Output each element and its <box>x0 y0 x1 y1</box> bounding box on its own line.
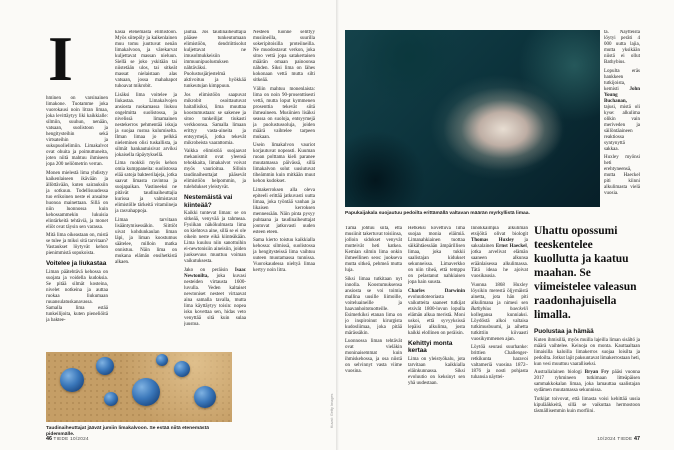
body-paragraph: Kaikki tuntevat liman: se on sitkeää, venyvää ja tahmeaa. Fysiikan näkökulmasta lima on kiehtova aine, sillä se ei ole oikein neste eikä kiinteäkään. Lima kuuluu niin sanottuihin ei-newtonisiin aineisiin, joiden juoksevuus muuttuu voiman vaikutuksesta. <box>184 211 246 264</box>
species-name-bathybius: Bathybius haeckelii <box>471 306 528 312</box>
parrotfish-photo <box>345 30 600 207</box>
body-paragraph: Limakerroksen alla oleva epiteeli erittää jatkuvasti uutta limaa, joka työntää vanhan ja likaisen kerroksen mennessään. Näin pinta pysyy puhtaana ja taudinaiheuttajat joutuvat jatkuvasti uuden esteen eteen. <box>253 187 315 235</box>
person-name-darwin: Charles Darwinin <box>408 288 465 294</box>
body-paragraph: jautua. Jos taudinaiheuttajia pääsee tunkeutumaan elimistöön, dendriittisolut kuljettavat ne imusolmukkeisiin immuunipuolustuksen nähtäväksi. Puolustusjärjestelmä aktivoituu ja hyökkää tunkeutujan kimppuun. <box>184 30 246 89</box>
body-paragraph: Nesteen luonne selittyy musiineilla, suurilla sokeripitoisilla proteiineilla. Ne muodostavat verkon, joka sitoo vettä jopa satakertaisen määrän omaan painoonsa nähden. Siksi lima on lähes kokonaan vettä mutta silti sitkeää. <box>253 30 315 83</box>
text-run: Lopulta eräs hankkeen tutkijoista, kemisti <box>604 68 640 92</box>
body-paragraph: hminen on varsinainen limakone. Tuotamme joka vuorokausi noin litran limaa, joka levittäytyy liki kaikkialle: silmiin, suuhun, nenään, vatsaan, suolistoon ja hengitysteihin sekä virtsateihin ja sukupuolielimiin. Limakalvot ovat ohuita ja poimuttuneita, joten niitä mahtuu ihmiseen jopa 200 neliömetrin verran. <box>46 96 108 167</box>
footer-right-label: 10/2024 TIEDE <box>597 436 633 441</box>
body-paragraph: Tämä johtuu siitä, että musiinit takertuvat toisiinsa, jolloin sidokset venyvät mutteivät heti katkea. Kemian silmin lima onkin ihmeellinen seos: juokseva mutta sitkeä, pehmeä mutta luja. <box>345 226 402 273</box>
body-paragraph <box>471 283 528 343</box>
right-photo-caption: Papukaijakala suojautuu pedoilta erittämällä valtavan määrän myrkyllistä limaa. <box>345 211 530 216</box>
pathogen-ball <box>96 357 114 375</box>
person-name-fry: Bryan Fry <box>584 370 609 375</box>
pathogen-ball <box>194 386 216 408</box>
text-run: tajusi, mistä oli kyse: alkulima olikin vain meriveden ja säilöntäaineen reaktiossa syntynyttä sakkaa. <box>604 104 640 152</box>
page-fold-divider <box>336 0 339 450</box>
body-paragraph <box>471 226 528 280</box>
text-run: evoluutioteoriasta vaikutteita saaneet tutkijat etsivät 1800-luvun lopulla elämän alkua meristä. Moni uskoi, että syvyyksissä lepäisi alkulima, josta kaikki elollinen on peräisin. <box>408 294 465 336</box>
body-paragraph: Vaikka elimistöä suojaavat mekanismit ovat yleensä tehokkaita, limakalvot voivat myös vaurioitua. Silloin taudinaiheuttajat pääsevät elimistöön helpommin, ja tulehdukset yleistyvät. <box>184 149 246 190</box>
right-column-1 <box>345 226 402 424</box>
section-heading-voitelee: Voitelee ja liukastaa <box>46 260 107 267</box>
text-run: , jotka arvelivat elämän saaneen alkunsa eräänlaisessa alkulimassa. Tätä ideaa he ajoivat vuosikausia. <box>471 244 528 279</box>
body-paragraph: Mitä lima oikeastaan on, mistä se tulee ja miksi sitä tarvitaan? Vastaukset löytyvät kehon pienimmistä sopukoista. <box>46 233 108 256</box>
left-column-4 <box>253 30 315 424</box>
body-paragraph: Lima on yleistyökalu, jota tarvitaan kaikkialla eläinkunnassa. Siksi evoluutio on keksinyt sen yhä uudestaan. <box>408 356 465 386</box>
text-run: kollegansa kunniaksi. Löydöstä alkoi valtaisa tutkimusbuumi, ja aihetta tutkittiin kiivaasti vuosikymmenen ajan. <box>471 312 528 342</box>
body-paragraph: Usein limakalvon vauriot korjautuvat nopeasti. Kuuman ruoan polttama kieli paranee muutamassa päivässä, sillä limakalvon solut uusiutuvat tiheämmin kuin mitkään muut kehon kudokset. <box>253 143 315 184</box>
right-column-4 <box>534 224 640 424</box>
section-heading-puolustaa: Puolustaa ja hämää <box>534 328 594 335</box>
text-run: Innokkaimpia alkuliman etsijöitä olivat biologit <box>471 226 528 237</box>
right-column-3 <box>471 226 528 424</box>
footer-right <box>597 436 640 442</box>
text-run: Australialainen biologi <box>534 370 585 375</box>
body-paragraph: Löytöä seurasi suurhanke: brittien Challenger-retkikunta haravoi valtameriä vuosina 1872–1876 ja nosti pohjasta tuhansia näyttei- <box>471 345 528 380</box>
body-paragraph: Luonnossa liman tehtävät ovat vieläkin moninaisemmat kuin ihmiskehossa, ja osa niistä on selvinnyt vasta viime vuosina. <box>345 339 402 374</box>
page-number-left: 46 <box>46 436 52 442</box>
text-run: Vuonna 1868 Huxley löysikin merestä öljymäistä ainetta, jota hän piti alkulimana ja nimesi sen <box>471 282 528 306</box>
left-column-2 <box>115 30 177 346</box>
section-heading-nestemaista: Nestemäistä vai kiinteää? <box>184 194 233 209</box>
body-paragraph: Kuten ihmisillä, myös muilla lajeilla liman sisältö ja määrä vaihtelee. Keinoja on monta. Kauttaaltaan limaisilla kaloilla limakerros suojaa loisilta ja pedoilta. Jotkut lajit paksuntavat limakerrostaan heti, kun vesi muuttuu vaaralliseksi. <box>534 337 640 367</box>
section-heading-kehittyi: Kehittyi monta kertaa <box>408 339 453 354</box>
text-run: joka kuvasi nesteiden virtausta 1600-luvulla. Veden kaltaiset newtoniset nesteet virtaavat aina samalla tavalla, mutta lima käyttäytyy toisin: nopea isku kovettaa sen, hidas veto venyttää sitä kuin sulaa juustoa. <box>184 273 246 327</box>
body-paragraph: Siksi limaa tutkitaan nyt innolla. Koostumuksensa ansiosta se voi toimia mallina uusille liimoille, voiteluaineille ja haavanhoitotuotteille. Esimerkiksi etanan lima on jo inspiroinut kirurgista kudosliimaa, joka pitää märässäkin. <box>345 276 402 336</box>
body-paragraph: Hetkeksi kovettuva lima suojaa monia eläimiä. Limanahkiainen tuottaa säikähtäessään ämpärillisen limaa, joka tukkii saalistajan kidukset sekunneissa. Limaverkko on niin tiheä, että temppu on pelastanut nahkiaisen jopa hain suusta. <box>408 226 465 285</box>
page-number-right: 47 <box>634 436 640 442</box>
person-name-huxley: Thomas Huxley <box>471 238 514 243</box>
person-name-haeckel: Ernst Haeckel <box>495 244 527 249</box>
body-paragraph <box>184 268 246 328</box>
body-paragraph <box>604 69 640 153</box>
person-name-newton: Isaac Newtonilta, <box>184 267 246 279</box>
pathogen-ball <box>156 354 168 366</box>
body-paragraph: Huxley myönsi heti erehtyneensä, mutta Haeckel piti kiinni alkulimasta vielä vuosia. <box>604 155 640 196</box>
footer-left-label: TIEDE 10/2024 <box>53 436 89 441</box>
drop-cap: I <box>48 30 73 94</box>
body-paragraph: Liman päätehtävä kehossa on suojata ja voidella kudoksia. Se pitää silmät kosteina, nivelet notkeina ja auttaa ruokaa liukumaan ruuansulatuskanavassa. Samalla lima estää tunkeilijoita, kuten pieneliöitä ja baktee- <box>46 269 108 323</box>
footer-left <box>46 436 89 442</box>
body-paragraph: Tutkijat toivovat, että limasta voisi kehittää uusia kipulääkkeitä, sillä se vaikuttaa hermostoon täsmällisemmin kuin morfiini. <box>534 396 640 414</box>
body-paragraph: Jos elimistöön saapuvat mikrobit osoittautuvat haitallisiksi, lima muuttaa koostumustaan: se sakenee ja sitoo tunkeilijat tiukasti verkkoonsa. Samalla limaan erittyy vasta-aineita ja entsyymejä, jotka tekevät mikrobeista vaarattomia. <box>184 92 246 146</box>
pathogen-ball <box>60 368 84 392</box>
text-run: pääsi vuonna 2017 ryhmineen tutkimaan litteäpäisen sammakkokalan limaa, joka lamauttaa saalistajan sydämen muutamassa sekunnissa. <box>534 370 640 393</box>
body-paragraph: Lisäksi lima voitelee ja liukastaa. Limakalvojen ansiosta ruokamassa liukuu ongelmitta suolistossa, ja nivelissä limamainen nestekerros pehmentää iskuja ja suojaa rustoa kulumiselta. Ilman limaa jo pelkkä nieleminen olisi tuskallista, ja silmät hankautuisivat arviksi jokaisella räpäytyksellä. <box>115 92 177 158</box>
body-paragraph: Väliin mahtuu monenlaista: lima on noin 90-prosenttisesti vettä, mutta loput kymmenen prosenttia tekevät siitä ihmeaineen. Musiinien lisäksi seassa on suoloja, entsyymejä ja puolustussoluja, joiden määrä vaihtelee tarpeen mukaan. <box>253 86 315 140</box>
pathogen-ball <box>174 361 190 377</box>
right-column-2 <box>408 226 465 424</box>
pathogen-ball <box>132 378 160 406</box>
text-run: ja saksalainen <box>471 238 528 249</box>
body-paragraph: kasia etenemästä elimistöön. Myös siitepöly ja kaikenlainen muu tomu juuttuvat nenän limakalvoon, ja värekarvat kuljettavat massan nieluun. Siellä se joko yskitään tai niistetään ulos, tai sitkeät massat nielaistaan alas vatsaan, jossa mahahapot tuhoavat mikrobit. <box>115 30 177 89</box>
text-run: Jako on peräisin <box>184 267 235 273</box>
body-paragraph <box>408 289 465 337</box>
body-paragraph <box>534 370 640 394</box>
photo-credit-vertical: Kuvat: Getty Images <box>330 393 334 428</box>
body-paragraph: Sama kierto toistuu kaikkialla kehossa: silmissä, suolistossa ja hengitysteissä lima vaihtuu uuteen muutamassa tunnissa. Vuorokaudessa nieltyä limaa kertyy noin litra. <box>253 238 315 273</box>
pathogen-photo <box>46 352 232 422</box>
person-name-buchanan: John Young Buchanan, <box>604 86 640 104</box>
body-paragraph: Limaa tarvitaan lisääntymisessäkin. Siittiöt uivat kohdunkaulan liman läpi, ja liman koostumus säätelee, milloin matka onnistuu. Näin lima on mukana elämän ensihetkistä alkaen. <box>115 217 177 265</box>
pull-quote: Uhattu opossumi teeskentelee kuollutta ja kaatuu maahan. Se viimeistelee valeasun raadonhajuisella limalla. <box>534 225 637 321</box>
body-paragraph: tä. Näytteistä löytyi peräti 4 000 uutta lajia, mutta yksikään niistä ei ollut Bathybius. <box>604 30 640 65</box>
left-column-1 <box>46 30 108 346</box>
body-paragraph: Monen mielestä lima yhdistyy kaikenlaiseen ikävään ja ällöttävään, kuten sairauksiin ja sotkuun. Todellisuudessa tuo erikoinen neste ei ansaitse huonoa mainettaan. Sillä on niin luonnossa kuin kehossammekin lukuisia elintärkeitä tehtäviä, ja monet eliöt ovat täysin sen varassa. <box>46 170 108 230</box>
pathogen-ball <box>104 392 118 406</box>
right-side-column <box>604 30 640 207</box>
body-paragraph: Lima ruokkii myös kehon omia kumppaneita: suolistossa elää satoja bakteerilajeja, jotka saavat limasta ravintoa ja suojapaikan. Vastineeksi ne pitävät taudinaiheuttajia kurissa ja valmistavat elimistölle tärkeitä vitamiineja ja rasvahappoja. <box>115 161 177 214</box>
left-photo-caption: Taudinaiheuttajat jäävät jumiin limakalvoon. Se estää niitä etenemästä pidemmälle. <box>46 426 209 437</box>
